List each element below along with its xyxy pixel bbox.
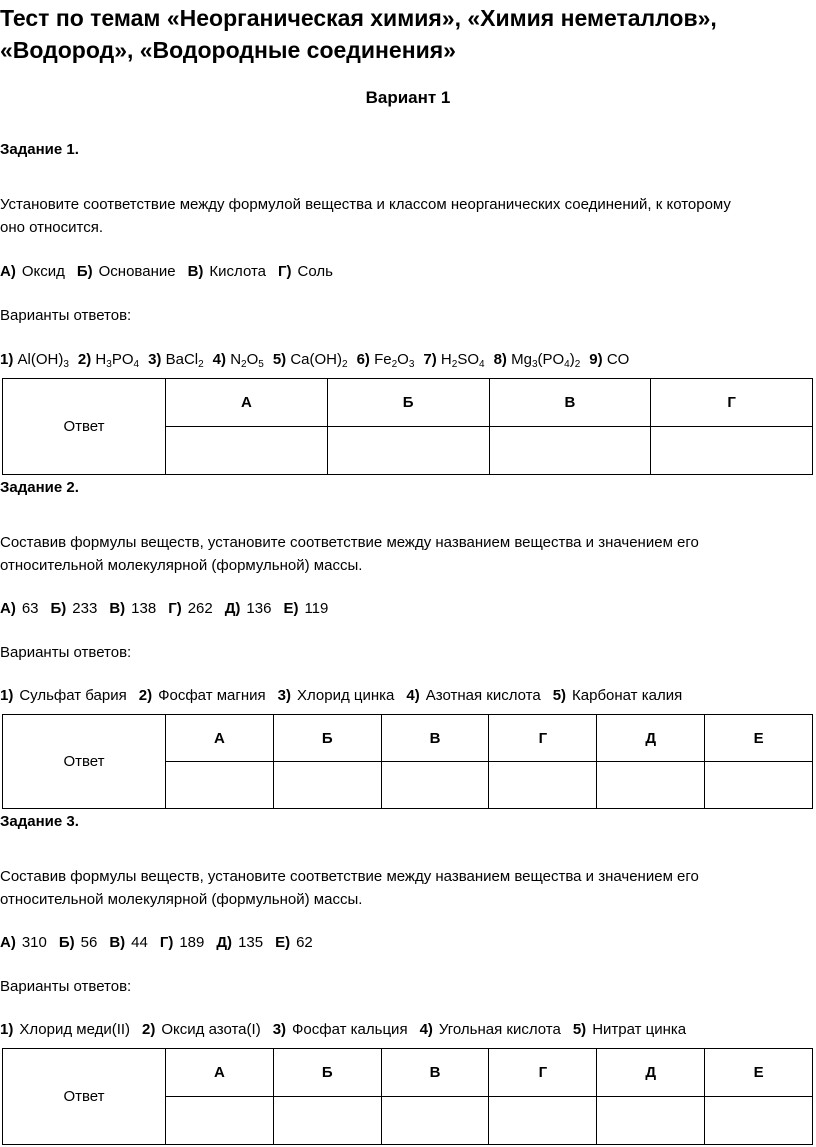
task1-heading: Задание 1. xyxy=(0,141,79,158)
task2-col-a: А xyxy=(166,715,274,762)
formula-item xyxy=(494,351,581,368)
option-item xyxy=(278,687,395,704)
option-marker: 1) xyxy=(0,1021,14,1038)
option-text: Основание xyxy=(98,263,176,280)
formula-subscript: 2 xyxy=(198,359,204,370)
answer-cell[interactable] xyxy=(327,427,489,475)
option-item xyxy=(273,1021,408,1038)
option-text: Фосфат магния xyxy=(158,687,266,704)
task2-col-d: Д xyxy=(597,715,705,762)
task3-options-label: Варианты ответов: xyxy=(0,978,132,995)
option-text: 310 xyxy=(21,934,47,951)
task3-col-b: Б xyxy=(273,1049,381,1097)
answer-cell[interactable] xyxy=(651,427,813,475)
option-text: Азотная кислота xyxy=(425,687,541,704)
formula-item xyxy=(589,351,629,368)
option-item xyxy=(188,263,266,280)
option-marker: 5) xyxy=(552,687,567,704)
task3-text-line-2: относительной молекулярной (формульной) массы. xyxy=(0,891,363,908)
option-text: Хлорид цинка xyxy=(297,687,395,704)
option-text: 135 xyxy=(238,934,264,951)
formula-text: O xyxy=(397,351,409,368)
formula-number: 6) xyxy=(356,351,375,368)
option-text: Кислота xyxy=(209,263,267,280)
option-marker: Е) xyxy=(275,934,291,951)
task2-heading: Задание 2. xyxy=(0,479,79,496)
formula-number: 5) xyxy=(272,351,291,368)
option-item xyxy=(553,687,683,704)
task2-col-v: В xyxy=(381,715,489,762)
option-text: 233 xyxy=(72,600,98,617)
option-marker: 3) xyxy=(277,687,291,704)
formula-number: 1) xyxy=(0,351,18,368)
formula-text: H xyxy=(95,351,107,368)
option-text: Оксид азота(I) xyxy=(161,1021,261,1038)
option-text: 189 xyxy=(179,934,205,951)
formula-subscript: 4 xyxy=(133,359,140,370)
formula-subscript: 3 xyxy=(63,359,69,370)
formula-text: SO xyxy=(457,351,480,368)
title-line-1: Тест по темам «Неорганическая химия», «Химия неметаллов», xyxy=(0,5,717,31)
option-marker: Б) xyxy=(50,600,67,617)
formula-number: 3) xyxy=(148,351,166,368)
option-item xyxy=(275,934,313,951)
option-item xyxy=(109,600,156,617)
option-text: Хлорид меди(II) xyxy=(19,1021,131,1038)
option-item xyxy=(0,687,127,704)
task2-col-g: Г xyxy=(489,715,597,762)
answer-cell[interactable] xyxy=(273,1097,381,1145)
option-marker: В) xyxy=(109,600,126,617)
task1-col-a: А xyxy=(166,379,328,427)
formula-item xyxy=(0,351,69,368)
task3-substances xyxy=(0,1021,686,1038)
answer-label: Ответ xyxy=(3,379,166,475)
formula-text: PO xyxy=(111,351,134,368)
option-text: 44 xyxy=(131,934,148,951)
formula-subscript: 2 xyxy=(342,359,348,370)
task3-answer-table xyxy=(2,1048,813,1145)
option-item xyxy=(59,934,97,951)
answer-cell[interactable] xyxy=(166,762,274,809)
formula-text: BaCl xyxy=(165,351,199,368)
formula-subscript: 2 xyxy=(391,359,398,370)
option-marker: Д) xyxy=(224,600,241,617)
option-marker: В) xyxy=(187,263,204,280)
option-text: Угольная кислота xyxy=(438,1021,561,1038)
option-marker: В) xyxy=(109,934,126,951)
task1-col-g: Г xyxy=(651,379,813,427)
option-marker: 3) xyxy=(272,1021,287,1038)
formula-number: 4) xyxy=(212,351,231,368)
formula-text: Al(OH) xyxy=(17,351,64,368)
option-marker: 1) xyxy=(0,687,14,704)
formula-item xyxy=(423,351,484,368)
option-marker: 5) xyxy=(572,1021,587,1038)
formula-subscript: 5 xyxy=(258,359,264,370)
option-text: 56 xyxy=(80,934,98,951)
answer-cell[interactable] xyxy=(166,1097,274,1145)
option-marker: Г) xyxy=(168,600,182,617)
option-item xyxy=(0,600,39,617)
option-marker: 2) xyxy=(138,687,153,704)
option-text: Сульфат бария xyxy=(19,687,127,704)
option-text: 119 xyxy=(304,600,329,617)
option-item xyxy=(406,687,540,704)
task2-col-e: Е xyxy=(705,715,813,762)
task2-col-b: Б xyxy=(273,715,381,762)
option-text: 262 xyxy=(187,600,213,617)
answer-label: Ответ xyxy=(3,715,166,809)
formula-number: 9) xyxy=(589,351,607,368)
formula-text: N xyxy=(230,351,242,368)
answer-cell[interactable] xyxy=(489,427,651,475)
formula-subscript: 3 xyxy=(106,359,112,370)
answer-cell[interactable] xyxy=(597,762,705,809)
task1-answer-table xyxy=(2,378,813,475)
option-item xyxy=(278,263,333,280)
answer-cell[interactable] xyxy=(381,1097,489,1145)
option-text: 63 xyxy=(21,600,39,617)
option-marker: Б) xyxy=(58,934,75,951)
formula-subscript: 2 xyxy=(574,359,581,370)
task1-text-line-2: оно относится. xyxy=(0,219,104,236)
option-item xyxy=(0,934,47,951)
formula-item xyxy=(78,351,139,368)
task1-classes xyxy=(0,263,333,280)
task3-masses xyxy=(0,934,313,951)
answer-cell[interactable] xyxy=(381,762,489,809)
answer-label: Ответ xyxy=(3,1049,166,1145)
formula-number: 8) xyxy=(493,351,512,368)
option-item xyxy=(573,1021,686,1038)
option-marker: Г) xyxy=(278,263,292,280)
task2-options-label: Варианты ответов: xyxy=(0,644,132,661)
formula-text: Ca(OH) xyxy=(290,351,343,368)
answer-cell[interactable] xyxy=(166,427,328,475)
task2-substances xyxy=(0,687,682,704)
formula-text: O xyxy=(246,351,259,368)
formula-text: (PO xyxy=(537,351,565,368)
answer-cell[interactable] xyxy=(273,762,381,809)
formula-subscript: 2 xyxy=(451,359,458,370)
formula-subscript: 4 xyxy=(479,359,485,370)
option-text: Карбонат калия xyxy=(572,687,683,704)
option-marker: Г) xyxy=(159,934,174,951)
option-item xyxy=(160,934,205,951)
answer-cell[interactable] xyxy=(705,762,813,809)
answer-cell[interactable] xyxy=(489,1097,597,1145)
task2-masses xyxy=(0,600,328,617)
answer-cell[interactable] xyxy=(489,762,597,809)
option-text: 136 xyxy=(246,600,272,617)
task3-col-a: А xyxy=(166,1049,274,1097)
variant-heading: Вариант 1 xyxy=(365,88,451,107)
task3-col-g: Г xyxy=(489,1049,597,1097)
formula-subscript: 2 xyxy=(241,359,247,370)
formula-text: Fe xyxy=(374,351,392,368)
option-item xyxy=(216,934,263,951)
option-item xyxy=(77,263,176,280)
option-text: Нитрат цинка xyxy=(592,1021,687,1038)
formula-number: 2) xyxy=(77,351,96,368)
task3-col-d: Д xyxy=(597,1049,705,1097)
task1-formulas xyxy=(0,351,629,368)
formula-item xyxy=(357,351,415,368)
task2-text-line-1: Составив формулы веществ, установите соответствие между названием вещества и значением его xyxy=(0,534,699,551)
answer-cell[interactable] xyxy=(705,1097,813,1145)
option-text: Фосфат кальция xyxy=(292,1021,408,1038)
task2-answer-table xyxy=(2,714,813,809)
title-line-2: «Водород», «Водородные соединения» xyxy=(0,37,456,63)
task3-heading: Задание 3. xyxy=(0,813,79,830)
formula-item xyxy=(273,351,348,368)
option-item xyxy=(0,263,65,280)
option-item xyxy=(168,600,213,617)
option-item xyxy=(139,687,266,704)
option-marker: Е) xyxy=(283,600,299,617)
option-item xyxy=(109,934,148,951)
option-text: Соль xyxy=(297,263,333,280)
formula-number: 7) xyxy=(423,351,441,368)
task1-options-label: Варианты ответов: xyxy=(0,307,132,324)
option-marker: Б) xyxy=(76,263,93,280)
option-text: 62 xyxy=(296,934,313,951)
option-item xyxy=(0,1021,130,1038)
task1-col-v: В xyxy=(489,379,651,427)
option-item xyxy=(142,1021,261,1038)
option-text: 138 xyxy=(131,600,157,617)
task1-col-b: Б xyxy=(327,379,489,427)
task1-text-line-1: Установите соответствие между формулой вещества и классом неорганических соединений, к которому xyxy=(0,196,731,213)
option-marker: 4) xyxy=(419,1021,433,1038)
formula-subscript: 4 xyxy=(564,359,570,370)
formula-text: CO xyxy=(606,351,630,368)
formula-subscript: 3 xyxy=(408,359,415,370)
formula-text: ) xyxy=(569,351,575,368)
option-marker: А) xyxy=(0,600,16,617)
option-marker: Д) xyxy=(216,934,233,951)
formula-item xyxy=(213,351,264,368)
option-item xyxy=(225,600,272,617)
option-marker: А) xyxy=(0,263,16,280)
task2-text-line-2: относительной молекулярной (формульной) массы. xyxy=(0,557,363,574)
option-marker: А) xyxy=(0,934,16,951)
option-text: Оксид xyxy=(21,263,65,280)
task3-col-v: В xyxy=(381,1049,489,1097)
task3-text-line-1: Составив формулы веществ, установите соответствие между названием вещества и значением его xyxy=(0,868,699,885)
formula-subscript: 3 xyxy=(531,359,538,370)
task3-col-e: Е xyxy=(705,1049,813,1097)
option-item xyxy=(51,600,98,617)
formula-item xyxy=(148,351,204,368)
formula-text: Mg xyxy=(511,351,532,368)
answer-cell[interactable] xyxy=(597,1097,705,1145)
option-marker: 4) xyxy=(406,687,420,704)
formula-text: H xyxy=(440,351,452,368)
option-marker: 2) xyxy=(142,1021,156,1038)
page-title xyxy=(0,2,717,66)
option-item xyxy=(283,600,328,617)
option-item xyxy=(420,1021,561,1038)
